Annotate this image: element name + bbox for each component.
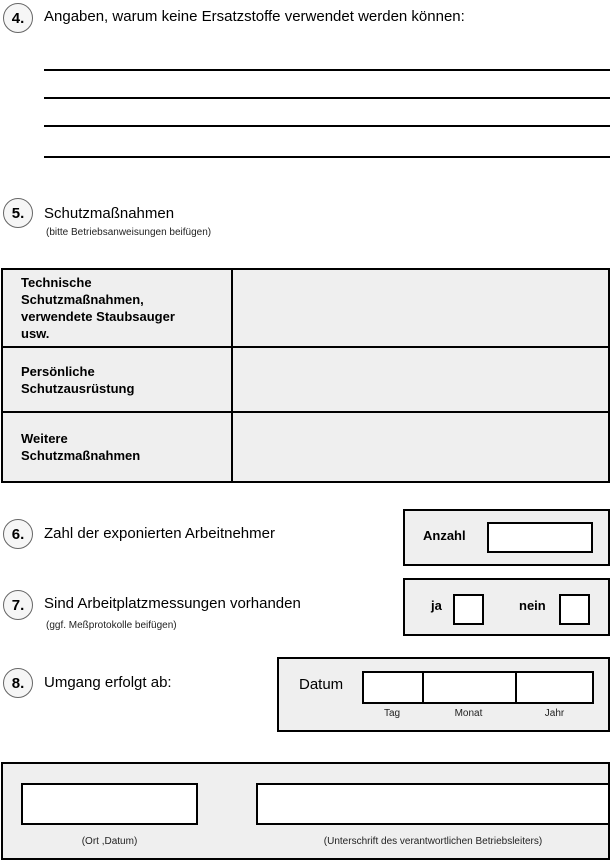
signature-panel (1, 762, 610, 860)
label-line: Schutzmaßnahmen (21, 448, 141, 463)
option-nein-label: nein (519, 598, 546, 613)
checkbox-ja[interactable] (453, 594, 484, 625)
row-label-ppe (2, 347, 232, 412)
answer-line-1[interactable] (44, 69, 610, 71)
label-line: Persönliche (21, 363, 95, 379)
count-label: Anzahl (423, 528, 466, 543)
section-8-title: Umgang erfolgt ab: (44, 674, 172, 691)
label-line: verwendete Staubsauger (21, 309, 175, 324)
signature-caption: (Unterschrift des verantwortlichen Betriebsleiters) (323, 836, 543, 847)
technical-measures-field[interactable] (232, 269, 609, 347)
count-input[interactable] (487, 522, 593, 553)
section-7-subtitle: (ggf. Meßprotokolle beifügen) (46, 620, 177, 631)
label-line: Weitere (21, 431, 68, 446)
section-6-title: Zahl der exponierten Arbeitnehmer (44, 525, 275, 542)
day-caption: Tag (383, 708, 401, 719)
section-4-title: Angaben, warum keine Ersatzstoffe verwendet werden können: (44, 8, 465, 25)
further-measures-field[interactable] (232, 412, 609, 482)
place-date-input[interactable] (21, 783, 198, 825)
section-5-title: Schutzmaßnahmen (44, 205, 175, 222)
date-label: Datum (299, 676, 344, 693)
section-5-subtitle: (bitte Betriebsanweisungen beifügen) (46, 227, 212, 238)
date-panel (277, 657, 610, 732)
count-panel (403, 509, 610, 566)
row-label-further (2, 412, 232, 482)
month-input[interactable] (424, 673, 517, 702)
table-row-ppe (2, 347, 609, 412)
protective-measures-table (1, 268, 610, 483)
year-caption: Jahr (544, 708, 565, 719)
section-number-7: 7. (3, 590, 33, 620)
label-line: Schutzausrüstung (21, 380, 135, 396)
label-line: Technische (21, 275, 92, 290)
table-row-further (2, 412, 609, 482)
section-number-6: 6. (3, 519, 33, 549)
section-number-4: 4. (3, 3, 33, 33)
day-input[interactable] (364, 673, 424, 702)
measurements-panel (403, 578, 610, 636)
section-number-8: 8. (3, 668, 33, 698)
signature-input[interactable] (256, 783, 610, 825)
ppe-field[interactable] (232, 347, 609, 412)
answer-line-3[interactable] (44, 125, 610, 127)
section-number-5: 5. (3, 198, 33, 228)
checkbox-nein[interactable] (559, 594, 590, 625)
date-input-group (362, 671, 594, 704)
label-line: usw. (21, 326, 50, 341)
label-line: Schutzmaßnahmen, (21, 292, 144, 307)
option-ja-label: ja (431, 598, 442, 613)
place-date-caption: (Ort ,Datum) (81, 836, 138, 847)
row-label-technical (2, 269, 232, 347)
year-input[interactable] (517, 673, 592, 702)
answer-line-4[interactable] (44, 156, 610, 158)
month-caption: Monat (454, 708, 483, 719)
section-7-title: Sind Arbeitplatzmessungen vorhanden (44, 595, 301, 612)
table-row-technical (2, 269, 609, 347)
answer-line-2[interactable] (44, 97, 610, 99)
